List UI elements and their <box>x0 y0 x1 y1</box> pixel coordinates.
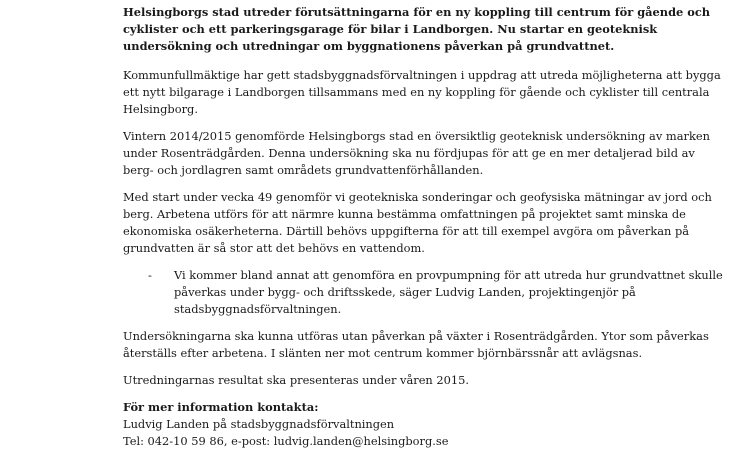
body-paragraph: Vintern 2014/2015 genomförde Helsingborgs stad en översiktlig geoteknisk undersökning av marken under Rosenträdgården. Denna undersökning ska nu fördjupas för att ge en mer detaljerad bild av berg- och jordlagren samt områdets grundvattenförhållanden. <box>123 129 710 177</box>
quote-block <box>123 267 723 318</box>
lead-paragraph: Helsingborgs stad utreder förutsättningarna för en ny koppling till centrum för gående och cyklister och ett parkeringsgarage för bilar i Landborgen. Nu startar en geoteknisk undersökning och utredningar om byggnationens påverkan på grundvattnet. <box>123 5 711 53</box>
contact-heading: För mer information kontakta: <box>123 400 319 414</box>
contact-name: Ludvig Landen på stadsbyggnadsförvaltningen <box>123 417 395 431</box>
body-paragraph: Undersökningarna ska kunna utföras utan påverkan på växter i Rosenträdgården. Ytor som påverkas återställs efter arbetena. I slänten ner mot centrum kommer björnbärssnår att avlägsnas. <box>123 329 709 360</box>
body-paragraph: Kommunfullmäktige har gett stadsbyggnadsförvaltningen i uppdrag att utreda möjligheterna att bygga ett nytt bilgarage i Landborgen tillsammans med en ny koppling för gående och cyklister till centrala Helsingborg. <box>123 68 721 116</box>
contact-details: Tel: 042-10 59 86, e-post: ludvig.landen@helsingborg.se <box>123 434 449 448</box>
quote-text: Vi kommer bland annat att genomföra en provpumpning för att utreda hur grundvattnet skulle påverkas under bygg- och driftsskede, säger Ludvig Landen, projektingenjör på stadsbyggnadsförvaltningen. <box>174 268 723 316</box>
body-paragraph: Med start under vecka 49 genomför vi geotekniska sonderingar och geofysiska mätningar av jord och berg. Arbetena utförs för att närmre kunna bestämma omfattningen på projektet samt minska de ekonomiska osäkerheterna. Därtill behövs uppgifterna för att till exempel avgöra om påverkan på grundvatten är så stor att det behövs en vattendom. <box>123 190 712 255</box>
contact-block <box>123 399 723 450</box>
quote-dash: - <box>148 268 152 282</box>
press-release-body <box>123 4 723 450</box>
body-paragraph: Utredningarnas resultat ska presenteras under våren 2015. <box>123 373 469 387</box>
